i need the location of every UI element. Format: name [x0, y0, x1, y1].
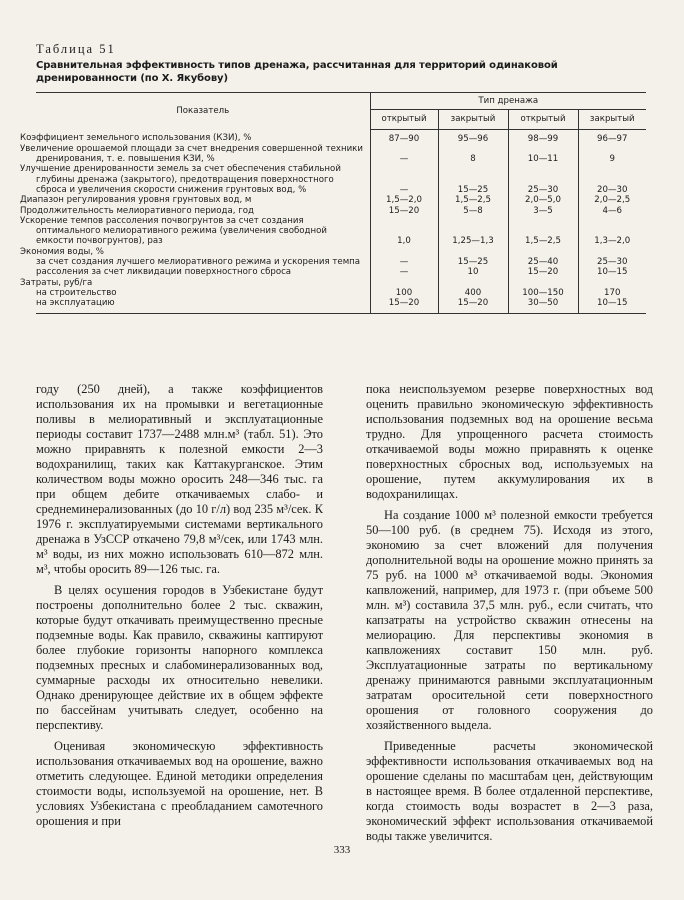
cell-value: 1,5—2,5	[438, 195, 508, 205]
paragraph: На создание 1000 м³ полезной емкости требуется 50—100 руб. (в среднем 75). Исходя из этого, экономию за счет вложений для получения дополнительной воды на орошение можно принять за 75 руб. на 1000 м³ откачиваемой воды. Экономия капвложений, например, для 1973 г. (при объеме 500 млн. м³) составила 37,5 млн. руб., если считать, что капзатраты на устройство скважин отнесены на мелиорацию. Для перспективы экономия в капвложениях составит 150 млн. руб. Эксплуатационные затраты по вертикальному дренажу принимаются равными эксплуатационным затратам оросительной сети поверхностного орошения от головного сооружения до хозяйственного выдела.	[366, 508, 653, 732]
cell-value: 15—20	[438, 298, 508, 313]
header-subtype: закрытый	[578, 110, 646, 129]
table-row	[36, 247, 646, 257]
cell-value	[508, 247, 578, 257]
right-text-column	[366, 382, 653, 844]
cell-value: 15—20	[388, 205, 420, 216]
cell-value: 15—25 10	[438, 257, 508, 278]
table-body	[20, 129, 646, 313]
row-label: Затраты, руб/га	[36, 278, 370, 288]
cell-value	[508, 278, 578, 288]
cell-value: —	[399, 154, 409, 165]
row-label: на эксплуатацию	[36, 298, 370, 313]
row-label: Улучшение дренированности земель за счет обеспечения стабильной глубины дренажа (закрытого), предотвращения поверхностного сброса и увеличения скорости снижения грунтовых вод, %	[36, 164, 370, 195]
row-label: Увеличение орошаемой площади за счет внедрения совершенной техники дренирования, т. е. повышения КЗИ, %	[36, 144, 370, 165]
row-label: Коэффициент земельного использования (КЗИ), %	[36, 129, 370, 144]
table-row	[36, 216, 646, 247]
cell-value: 87—90	[388, 133, 420, 144]
table-row	[36, 129, 646, 144]
paragraph: Приведенные расчеты экономической эффективности использования откачиваемых вод на орошение сделаны по масштабам цен, действующим в настоящее время. В более отдаленной перспективе, когда стоимость воды возрастет в 2—3 раза, экономический эффект использования откачиваемой воды также увеличится.	[366, 739, 653, 843]
cell-value: 1,0	[397, 236, 411, 247]
cell-value: — —	[399, 257, 409, 278]
cell-value: 170	[578, 288, 646, 298]
row-label: за счет создания лучшего мелиоративного режима и ускорения темпа рассоления за счет ликвидации поверхностного сброса	[36, 257, 370, 278]
cell-value	[438, 278, 508, 288]
cell-value: 10—11	[508, 144, 578, 165]
cell-value: 95—96	[438, 129, 508, 144]
cell-value: 1,3—2,0	[578, 216, 646, 247]
cell-value	[438, 247, 508, 257]
cell-value: 25—30 10—15	[578, 257, 646, 278]
row-label: Ускорение темпов рассоления почвогрунтов за счет создания оптимального мелиоративного режима (увеличения свободной емкости почвогрунтов), раз	[36, 216, 370, 247]
cell-value: 2,0—5,0	[508, 195, 578, 205]
cell-value: 96—97	[578, 129, 646, 144]
table-row	[36, 288, 646, 298]
cell-value: 30—50	[508, 298, 578, 313]
cell-value: 15—25	[438, 164, 508, 195]
cell-value: 9	[578, 144, 646, 165]
cell-value: 5—8	[438, 206, 508, 216]
table-row	[36, 298, 646, 313]
cell-value: 15—20	[370, 298, 438, 313]
cell-value: 1,5—2,5	[508, 216, 578, 247]
cell-value: 8	[438, 144, 508, 165]
paragraph: В целях осушения городов в Узбекистане будут построены дополнительно более 2 тыс. скважин, которые будут откачивать преимущественно пресные подземные воды. Как правило, скважины каптируют более глубокие горизонты напорного комплекса подземных пресных и слабоминерализованных вод, суммарные расходы их относительно невелики. Однако дренирующее действие их в общем эффекте по бассейнам учитывать следует, особенно на перспективу.	[36, 583, 323, 732]
drainage-comparison-table	[20, 92, 646, 314]
table-row	[36, 144, 646, 165]
row-label: на строительство	[36, 288, 370, 298]
left-text-column	[36, 382, 323, 829]
cell-value: 1,5—2,0	[386, 195, 422, 206]
table-row	[36, 164, 646, 195]
cell-value: 400	[438, 288, 508, 298]
cell-value: 20—30	[578, 164, 646, 195]
table-row	[36, 195, 646, 205]
row-label: Диапазон регулирования уровня грунтовых вод, м	[36, 195, 370, 205]
cell-value: —	[399, 184, 409, 195]
header-drainage-type: Тип дренажа	[370, 93, 646, 110]
cell-value	[370, 278, 438, 288]
table-number: Таблица 51	[36, 42, 116, 56]
header-subtype: открытый	[508, 110, 578, 129]
table-title: Сравнительная эффективность типов дренажа, рассчитанная для территорий одинаковой дренированности (по Х. Якубову)	[36, 60, 558, 84]
cell-value: 25—40 15—20	[508, 257, 578, 278]
cell-value	[578, 247, 646, 257]
table-row	[36, 278, 646, 288]
cell-value: 2,0—2,5	[578, 195, 646, 205]
cell-value: 10—15	[578, 298, 646, 313]
cell-value: 1,25—1,3	[438, 216, 508, 247]
paragraph: Оценивая экономическую эффективность использования откачиваемых вод на орошение, важно отметить следующее. Единой методики определения стоимости воды, используемой на орошение, нет. В условиях Узбекистана с преобладанием самотечного орошения и при	[36, 739, 323, 828]
cell-value: 4—6	[578, 206, 646, 216]
cell-value: 100	[395, 287, 413, 298]
header-subtype: открытый	[370, 110, 438, 129]
row-label: Продолжительность мелиоративного периода, год	[36, 206, 370, 216]
cell-value	[370, 247, 438, 257]
table-row	[36, 206, 646, 216]
cell-value: 25—30	[508, 164, 578, 195]
header-indicator: Показатель	[36, 93, 370, 130]
row-label: Экономия воды, %	[36, 247, 370, 257]
header-subtype: закрытый	[438, 110, 508, 129]
cell-value: 3—5	[508, 206, 578, 216]
cell-value: 100—150	[508, 288, 578, 298]
paragraph: пока неиспользуемом резерве поверхностных вод оценить правильно экономическую эффективность использования подземных вод на орошение весьма трудно. Для упрощенного расчета стоимость откачиваемой воды можно приравнять к оценке поверхностных сбросных вод, используемых на орошение, путем аккумулирования их в водохранилищах.	[366, 382, 653, 501]
table-row	[36, 257, 646, 278]
cell-value: 98—99	[508, 129, 578, 144]
cell-value	[578, 278, 646, 288]
paragraph: году (250 дней), а также коэффициентов использования их на промывки и вегетационные поливы в мелиоративный и эксплуатационные периоды составит 1737—2488 млн.м³ (табл. 51). Это можно приравнять к полезной емкости 2—3 водохранилищ, таких как Каттакурганское. Этим количеством воды можно оросить 248—346 тыс. га при общем дебите откачиваемых слабо- и среднеминерализованных (до 10 г/л) вод 235 м³/сек. К 1976 г. эксплуатируемыми системами вертикального дренажа в УзССР откачено 79,8 м³/сек, или 1743 млн. м³ воды, из них можно использовать 610—872 млн. м³, чтобы оросить 89—126 тыс. га.	[36, 382, 323, 576]
page-number: 333	[333, 844, 351, 856]
